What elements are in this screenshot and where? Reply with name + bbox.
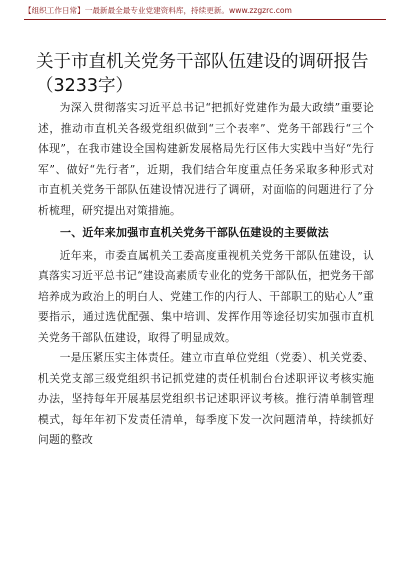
site-banner [24, 6, 386, 20]
document-title: 关于市直机关党务干部队伍建设的调研报告（3233字） [36, 52, 369, 96]
banner-text: 【组织工作日常】一最新最全最专业党建资料库，持续更新。www.zzgzrc.com [24, 6, 292, 15]
body-paragraph: 近年来，市委直属机关工委高度重视机关党务干部队伍建设，认真落实习近平总书记“建设高素质专业化的党务干部队伍，把党务干部培养成为政治上的明白人、党建工作的内行人、干部职工的贴心人”重要指示，通过选优配强、集中培训、发挥作用等途径切实加强市直机关党务干部队伍建设，取得了明显成效。 [38, 248, 374, 344]
body-paragraph: 一是压紧压实主体责任。建立市直单位党组（党委）、机关党委、机关党支部三级党组织书记抓党建的责任机制台台述职评议考核实施办法，坚持每年开展基层党组织书记述职评议考核。推行清单制管理模式，每年年初下发责任清单，每季度下发一次问题清单，持续抓好问题的整改 [38, 351, 374, 446]
document-body [38, 98, 374, 451]
section-heading: 一、近年来加强市直机关党务干部队伍建设的主要做法 [60, 226, 329, 239]
intro-paragraph: 为深入贯彻落实习近平总书记“把抓好党建作为最大政绩”重要论述，推动市直机关各级党组织做到“三个表率”、党务干部践行“三个体现”，在我市建设全国构建新发展格局先行区伟大实践中当好“先行军”、做好“先行者”，近期，我们结合年度重点任务采取多种形式对市直机关党务干部队伍建设情况进行了调研，对面临的问题进行了分析梳理，研究提出对策措施。 [38, 101, 374, 217]
